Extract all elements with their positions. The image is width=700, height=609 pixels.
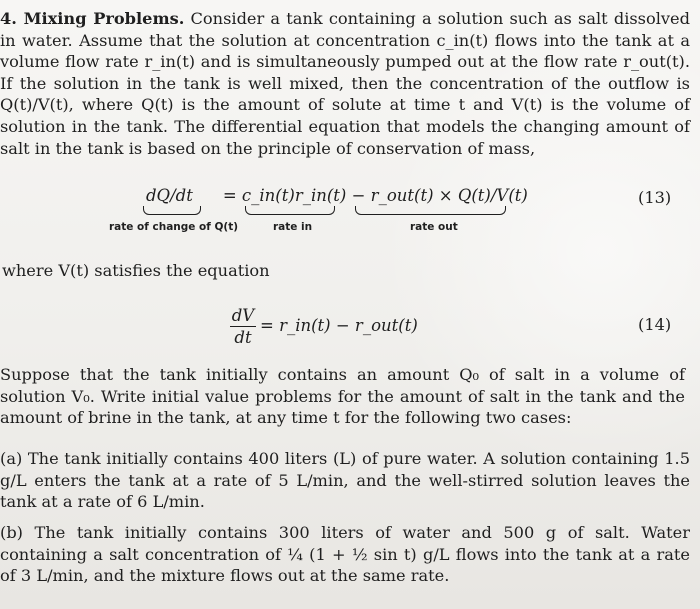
fraction-denominator: dt: [234, 328, 252, 347]
fraction-numerator: dV: [231, 306, 255, 325]
where-text: where V(t) satisfies the equation: [2, 261, 270, 280]
equation-13-rhs: = c_in(t)r_in(t) − r_out(t) × Q(t)/V(t): [222, 186, 528, 205]
equation-14-fraction: [230, 306, 256, 347]
equation-13: [0, 186, 700, 242]
equation-13-number: (13): [638, 188, 672, 207]
equation-14-rhs: = r_in(t) − r_out(t): [260, 316, 418, 335]
problem-title: 4. Mixing Problems.: [0, 9, 185, 28]
fraction-bar: [230, 326, 256, 327]
equation-14-number: (14): [638, 315, 672, 334]
case-a-paragraph: (a) The tank initially contains 400 liters (L) of pure water. A solution containing 1.5 g/L enters the tank at a rate of 5 L/min, and the well-stirred solution leaves the tank at a rate of 6 L/min.: [0, 449, 690, 512]
label-rate-out: rate out: [410, 221, 458, 233]
brace-rate-out: [355, 206, 506, 215]
equation-13-lhs: dQ/dt: [146, 186, 193, 205]
equation-13-expression: [146, 186, 528, 205]
brace-rate-of-change: [143, 206, 201, 215]
brace-rate-in: [245, 206, 335, 215]
case-b-paragraph: (b) The tank initially contains 300 liters of water and 500 g of salt. Water containing a salt concentration of ¼ (1 + ½ sin t) g/L flows into the tank at a rate of 3 L/min, and the mixture flows out at the same rate.: [0, 523, 690, 586]
suppose-paragraph: Suppose that the tank initially contains an amount Q₀ of salt in a volume of solution V₀. Write initial value problems for the amount of salt in the tank and the amount of brine in the tank, at any time t for the following two cases:: [0, 365, 685, 428]
problem-intro-paragraph: [0, 8, 690, 159]
problem-intro-text: Consider a tank containing a solution such as salt dissolved in water. Assume that the solution at concentration c_in(t) flows into the tank at a volume flow rate r_in(t) and is simultaneously pumped out at the flow rate r_out(t). If the solution in the tank is well mixed, then the concentration of the outflow is Q(t)/V(t), where Q(t) is the amount of solute at time t and V(t) is the volume of solution in the tank. The differential equation that models the changing amount of salt in the tank is based on the principle of conservation of mass,: [0, 9, 690, 158]
label-rate-in: rate in: [273, 221, 313, 233]
label-rate-of-change: rate of change of Q(t): [109, 221, 239, 233]
